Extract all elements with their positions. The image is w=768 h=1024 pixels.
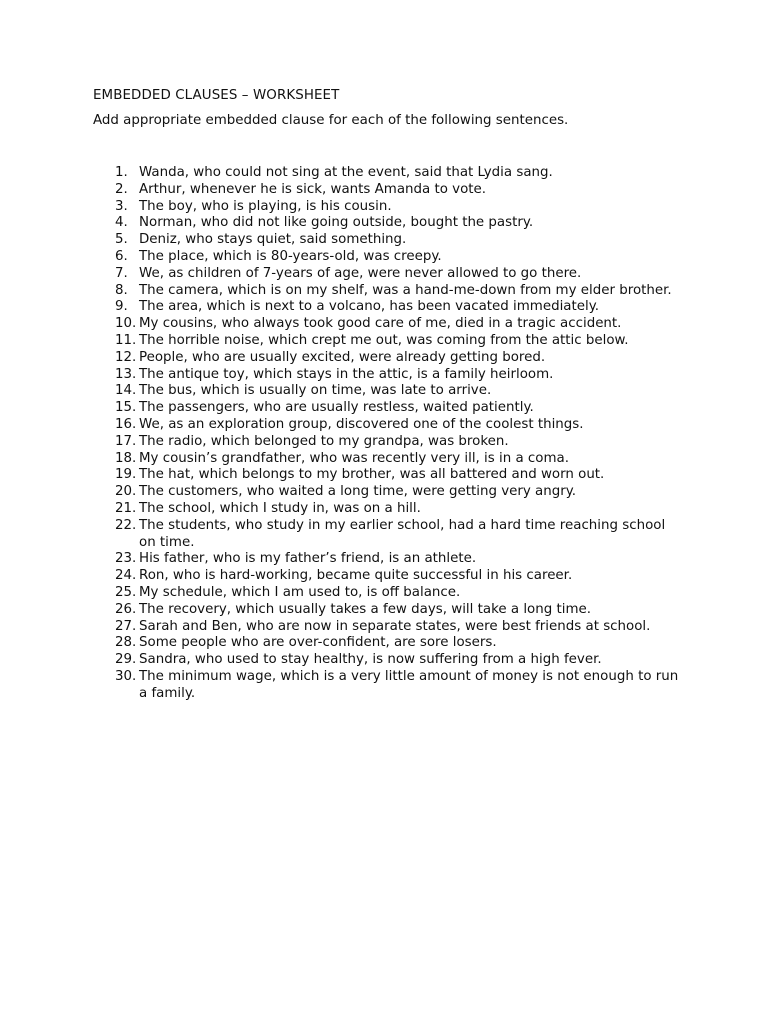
item-number: 14. [115, 383, 137, 399]
list-item [93, 299, 683, 316]
item-number: 3. [115, 198, 128, 214]
item-text: The hat, which belongs to my brother, was all battered and worn out. [139, 467, 605, 483]
item-number: 23. [115, 551, 137, 567]
list-item [93, 518, 683, 552]
item-text: His father, who is my father’s friend, is an athlete. [139, 551, 477, 567]
list-item [93, 635, 683, 652]
item-text: The place, which is 80-years-old, was creepy. [139, 248, 442, 264]
item-number: 1. [115, 165, 128, 180]
item-text: The radio, which belonged to my grandpa, was broken. [139, 433, 509, 449]
item-number: 18. [115, 450, 137, 466]
item-number: 2. [115, 181, 128, 197]
item-number: 20. [115, 484, 137, 500]
item-text: My cousins, who always took good care of me, died in a tragic accident. [139, 316, 622, 332]
item-number: 17. [115, 433, 137, 449]
item-text: The passengers, who are usually restless, waited patiently. [139, 400, 534, 416]
item-number: 26. [115, 601, 137, 617]
item-text: People, who are usually excited, were already getting bored. [139, 349, 546, 365]
list-item [93, 249, 683, 266]
item-text: We, as an exploration group, discovered one of the coolest things. [139, 416, 584, 432]
item-text: Sarah and Ben, who are now in separate states, were best friends at school. [139, 618, 651, 634]
list-item [93, 232, 683, 249]
item-number: 29. [115, 652, 137, 668]
item-number: 22. [115, 517, 137, 533]
item-number: 16. [115, 416, 137, 432]
list-item [93, 383, 683, 400]
item-number: 19. [115, 467, 137, 483]
item-text: The customers, who waited a long time, were getting very angry. [139, 484, 577, 500]
item-text: Norman, who did not like going outside, bought the pastry. [139, 215, 534, 231]
item-text: Ron, who is hard-working, became quite successful in his career. [139, 568, 573, 584]
item-text: The students, who study in my earlier school, had a hard time reaching school on time. [139, 517, 666, 550]
list-item [93, 619, 683, 636]
item-number: 21. [115, 500, 137, 516]
list-item [93, 568, 683, 585]
item-text: My schedule, which I am used to, is off balance. [139, 584, 461, 600]
item-text: The area, which is next to a volcano, has been vacated immediately. [139, 299, 599, 315]
item-text: We, as children of 7-years of age, were never allowed to go there. [139, 265, 582, 281]
list-item [93, 165, 683, 182]
worksheet-title: EMBEDDED CLAUSES – WORKSHEET [93, 88, 340, 103]
item-text: The antique toy, which stays in the attic, is a family heirloom. [139, 366, 554, 382]
item-number: 27. [115, 618, 137, 634]
list-item [93, 182, 683, 199]
list-item [93, 602, 683, 619]
item-text: My cousin’s grandfather, who was recently very ill, is in a coma. [139, 450, 569, 466]
item-text: The school, which I study in, was on a hill. [139, 500, 421, 516]
item-text: Wanda, who could not sing at the event, said that Lydia sang. [139, 165, 553, 180]
list-item [93, 551, 683, 568]
list-item [93, 585, 683, 602]
list-item [93, 467, 683, 484]
list-item [93, 215, 683, 232]
item-number: 5. [115, 232, 128, 248]
item-number: 30. [115, 668, 137, 684]
item-number: 4. [115, 215, 128, 231]
list-item [93, 652, 683, 669]
item-text: The bus, which is usually on time, was late to arrive. [139, 383, 492, 399]
item-number: 9. [115, 299, 128, 315]
list-item [93, 400, 683, 417]
item-number: 28. [115, 635, 137, 651]
item-text: The horrible noise, which crept me out, was coming from the attic below. [139, 332, 629, 348]
worksheet-instruction: Add appropriate embedded clause for each of the following sentences. [93, 113, 569, 128]
list-item [93, 434, 683, 451]
item-number: 10. [115, 316, 137, 332]
item-text: The minimum wage, which is a very little amount of money is not enough to run a family. [139, 668, 679, 701]
list-item [93, 199, 683, 216]
item-number: 8. [115, 282, 128, 298]
list-item [93, 266, 683, 283]
item-number: 15. [115, 400, 137, 416]
list-item [93, 501, 683, 518]
list-item [93, 350, 683, 367]
list-item [93, 367, 683, 384]
list-item [93, 333, 683, 350]
item-number: 13. [115, 366, 137, 382]
item-number: 6. [115, 248, 128, 264]
list-item [93, 316, 683, 333]
list-item [93, 669, 683, 703]
list-item [93, 283, 683, 300]
item-text: Some people who are over-confident, are sore losers. [139, 635, 497, 651]
list-item [93, 451, 683, 468]
list-item [93, 484, 683, 501]
list-item [93, 417, 683, 434]
item-text: The boy, who is playing, is his cousin. [139, 198, 392, 214]
item-number: 25. [115, 584, 137, 600]
item-text: The camera, which is on my shelf, was a hand-me-down from my elder brother. [139, 282, 672, 298]
item-text: Arthur, whenever he is sick, wants Amanda to vote. [139, 181, 487, 197]
item-number: 7. [115, 265, 128, 281]
item-number: 12. [115, 349, 137, 365]
item-text: The recovery, which usually takes a few days, will take a long time. [139, 601, 591, 617]
item-text: Deniz, who stays quiet, said something. [139, 232, 407, 248]
sentence-list [93, 165, 683, 703]
item-number: 11. [115, 332, 137, 348]
item-text: Sandra, who used to stay healthy, is now suffering from a high fever. [139, 652, 602, 668]
item-number: 24. [115, 568, 137, 584]
